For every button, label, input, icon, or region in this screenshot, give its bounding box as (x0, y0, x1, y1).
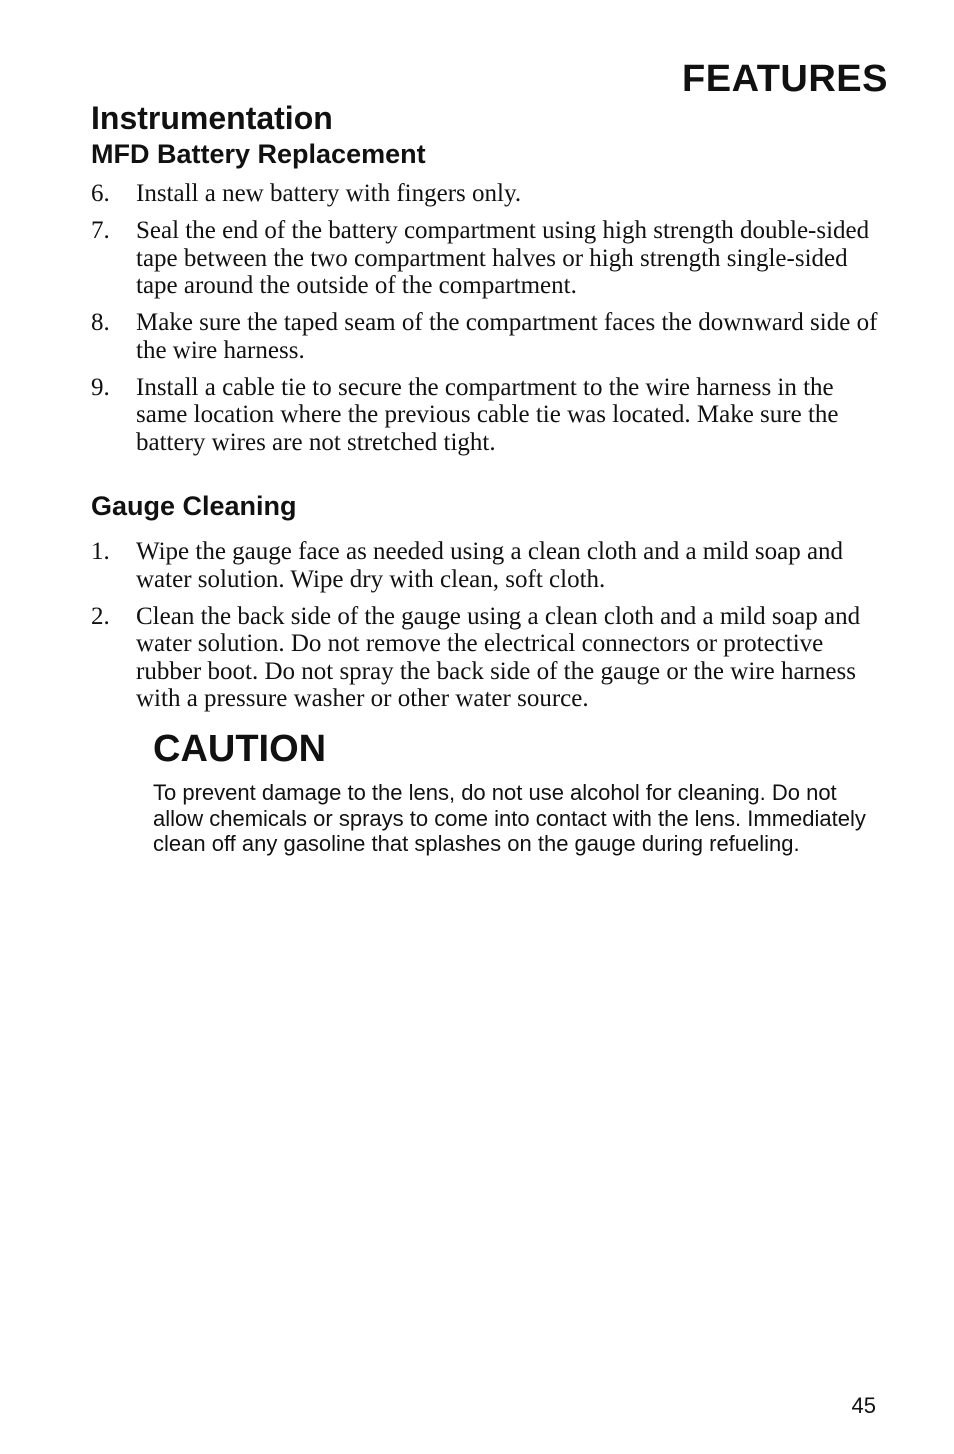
step-number: 2. (91, 602, 110, 630)
battery-steps-list (91, 180, 891, 466)
step-text: Wipe the gauge face as needed using a clean cloth and a mild soap and water solution. Wipe dry with clean, soft cloth. (136, 538, 844, 593)
list-item (91, 374, 891, 457)
step-text: Clean the back side of the gauge using a clean cloth and a mild soap and water solution. Do not remove the electrical connectors or protective rubber boot. Do not spray the back side of the gauge or the wire harness with a pressure washer or other water source. (136, 602, 861, 712)
step-text: Install a cable tie to secure the compartment to the wire harness in the same location where the previous cable tie was located. Make sure the battery wires are not stretched tight. (136, 373, 839, 456)
step-text: Seal the end of the battery compartment using high strength double-sided tape between the two compartment halves or high strength single-sided tape around the outside of the compartment. (136, 217, 870, 299)
list-item (91, 309, 891, 364)
list-item (91, 217, 891, 300)
step-number: 1. (91, 538, 110, 565)
step-number: 6. (91, 180, 110, 207)
list-item (91, 603, 891, 713)
list-item (91, 180, 891, 208)
caution-text: To prevent damage to the lens, do not use alcohol for cleaning. Do not allow chemicals or sprays to come into contact with the lens. Immediately clean off any gasoline that splashes on the gauge during refueling. (153, 780, 866, 856)
battery-replacement-heading: MFD Battery Replacement (91, 139, 426, 169)
section-title: Instrumentation (91, 100, 333, 136)
caution-title: CAUTION (153, 728, 327, 770)
step-text: Make sure the taped seam of the compartment faces the downward side of the wire harness. (136, 309, 878, 364)
list-item (91, 538, 891, 593)
step-number: 9. (91, 373, 110, 401)
step-number: 8. (91, 309, 110, 336)
gauge-cleaning-heading: Gauge Cleaning (91, 491, 297, 521)
chapter-title: FEATURES (682, 58, 888, 100)
page-number: 45 (851, 1393, 876, 1418)
step-number: 7. (91, 217, 110, 244)
step-text: Install a new battery with fingers only. (136, 180, 522, 207)
cleaning-steps-list (91, 538, 891, 722)
